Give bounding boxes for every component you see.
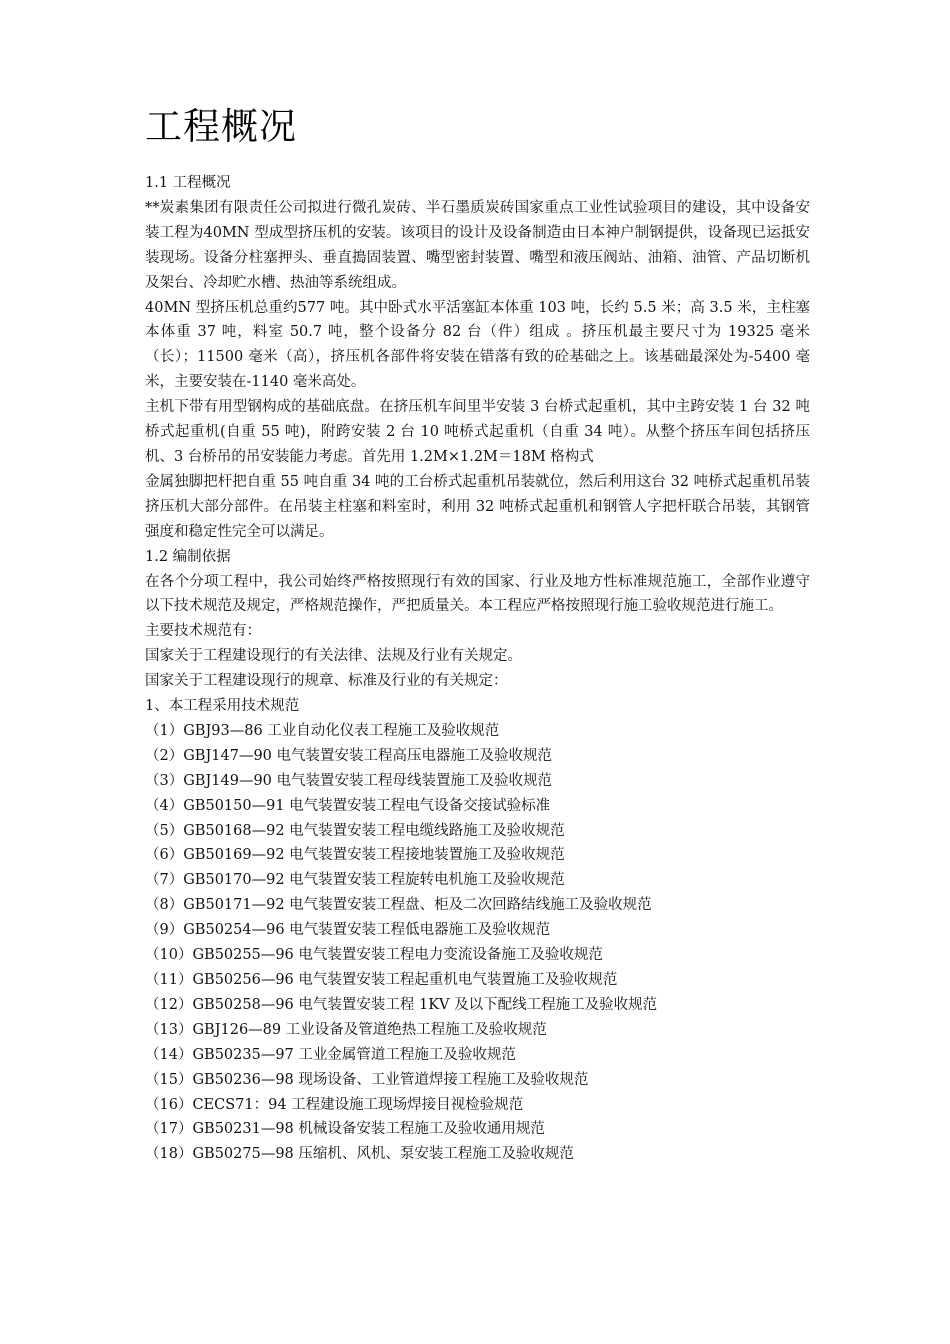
paragraph-main-specs-label: 主要技术规范有： xyxy=(145,623,261,640)
list-item: （15）GB50236—98 现场设备、工业管道焊接工程施工及验收规范 xyxy=(145,1071,589,1088)
paragraph-crane-setup: 主机下带有用型钢构成的基础底盘。在挤压机车间里半安装 3 台桥式起重机，其中主跨安装 1 台 32 吨桥式起重机(自重 55 吨)，附跨安装 2 台 10 吨桥式起重机（自重 34 吨）。从整个挤压车间包括挤压机、3 台桥吊的吊安装能力考虑。首先用 1.2M×1.2M＝18M 格构式 xyxy=(145,399,810,465)
list-item: （6）GB50169—92 电气装置安装工程接地装置施工及验收规范 xyxy=(145,847,565,864)
paragraph-rules: 国家关于工程建设现行的规章、标准及行业的有关规定： xyxy=(145,673,508,690)
paragraph-laws: 国家关于工程建设现行的有关法律、法规及行业有关规定。 xyxy=(145,648,522,665)
paragraph-press-specs: 40MN 型挤压机总重约577 吨。其中卧式水平活塞缸本体重 103 吨，长约 5.5 米；高 3.5 米，主柱塞本体重 37 吨，料室 50.7 吨，整个设备分 82 台（件）组成 。挤压机最主要尺寸为 19325 毫米（长）；11500 毫米（高），挤压机各部件将安装在错落有致的砼基础之上。该基础最深处为-5400 毫米，主要安装在-1140 毫米高处。 xyxy=(145,299,810,391)
page-title: 工程概况 xyxy=(145,105,297,148)
paragraph-project-intro: **炭素集团有限责任公司拟进行微孔炭砖、半石墨质炭砖国家重点工业性试验项目的建设，其中设备安装工程为40MN 型成型挤压机的安装。该项目的设计及设备制造由日本神户制钢提供，设备现已运抵安装现场。设备分柱塞押头、垂直搗固装置、嘴型密封装置、嘴型和液压阀站、油箱、油管、产品切断机及架台、冷却贮水槽、热油等系统组成。 xyxy=(145,199,810,291)
standards-list xyxy=(145,719,810,1167)
list-item: （9）GB50254—96 电气装置安装工程低电器施工及验收规范 xyxy=(145,922,551,939)
list-item: （11）GB50256—96 电气装置安装工程起重机电气装置施工及验收规范 xyxy=(145,972,618,988)
section-heading-1-1: 1.1 工程概况 xyxy=(145,175,231,191)
paragraph-lifting-method: 金属独脚把杆把自重 55 吨自重 34 吨的工台桥式起重机吊装就位，然后利用这台 32 吨桥式起重机吊装挤压机大部分部件。在吊装主柱塞和料室时，利用 32 吨桥式起重机和钢管人字把杆联合吊装，其钢管强度和稳定性完全可以满足。 xyxy=(145,473,810,540)
list-item: （8）GB50171—92 电气装置安装工程盘、柜及二次回路结线施工及验收规范 xyxy=(145,897,652,914)
list-item: （5）GB50168—92 电气装置安装工程电缆线路施工及验收规范 xyxy=(145,822,565,839)
list-item: （17）GB50231—98 机械设备安装工程施工及验收通用规范 xyxy=(145,1121,545,1138)
list-item: （18）GB50275—98 压缩机、风机、泵安装工程施工及验收规范 xyxy=(145,1146,574,1163)
list-item: （10）GB50255—96 电气装置安装工程电力变流设备施工及验收规范 xyxy=(145,947,603,964)
list-item: （12）GB50258—96 电气装置安装工程 1KV 及以下配线工程施工及验收规范 xyxy=(145,996,658,1013)
list-item: （3）GBJ149—90 电气装置安装工程母线装置施工及验收规范 xyxy=(145,772,553,789)
paragraph-basis: 在各个分项工程中，我公司始终严格按照现行有效的国家、行业及地方性标准规范施工，全部作业遵守以下技术规范及规定，严格规范操作，严把质量关。本工程应严格按照现行施工验收规范进行施工。 xyxy=(145,573,810,615)
list-item: （16）CECS71：94 工程建设施工现场焊接目视检验规范 xyxy=(145,1096,524,1113)
document-body xyxy=(145,171,810,1167)
section-heading-1-2: 1.2 编制依据 xyxy=(145,548,231,565)
paragraph-tech-specs-heading: 1、本工程采用技术规范 xyxy=(145,698,300,715)
list-item: （4）GB50150—91 电气装置安装工程电气设备交接试验标准 xyxy=(145,797,551,814)
list-item: （7）GB50170—92 电气装置安装工程旋转电机施工及验收规范 xyxy=(145,872,565,889)
list-item: （14）GB50235—97 工业金属管道工程施工及验收规范 xyxy=(145,1046,516,1063)
list-item: （13）GBJ126—89 工业设备及管道绝热工程施工及验收规范 xyxy=(145,1021,547,1038)
list-item: （2）GBJ147—90 电气装置安装工程高压电器施工及验收规范 xyxy=(145,747,553,764)
list-item: （1）GBJ93—86 工业自动化仪表工程施工及验收规范 xyxy=(145,722,500,739)
